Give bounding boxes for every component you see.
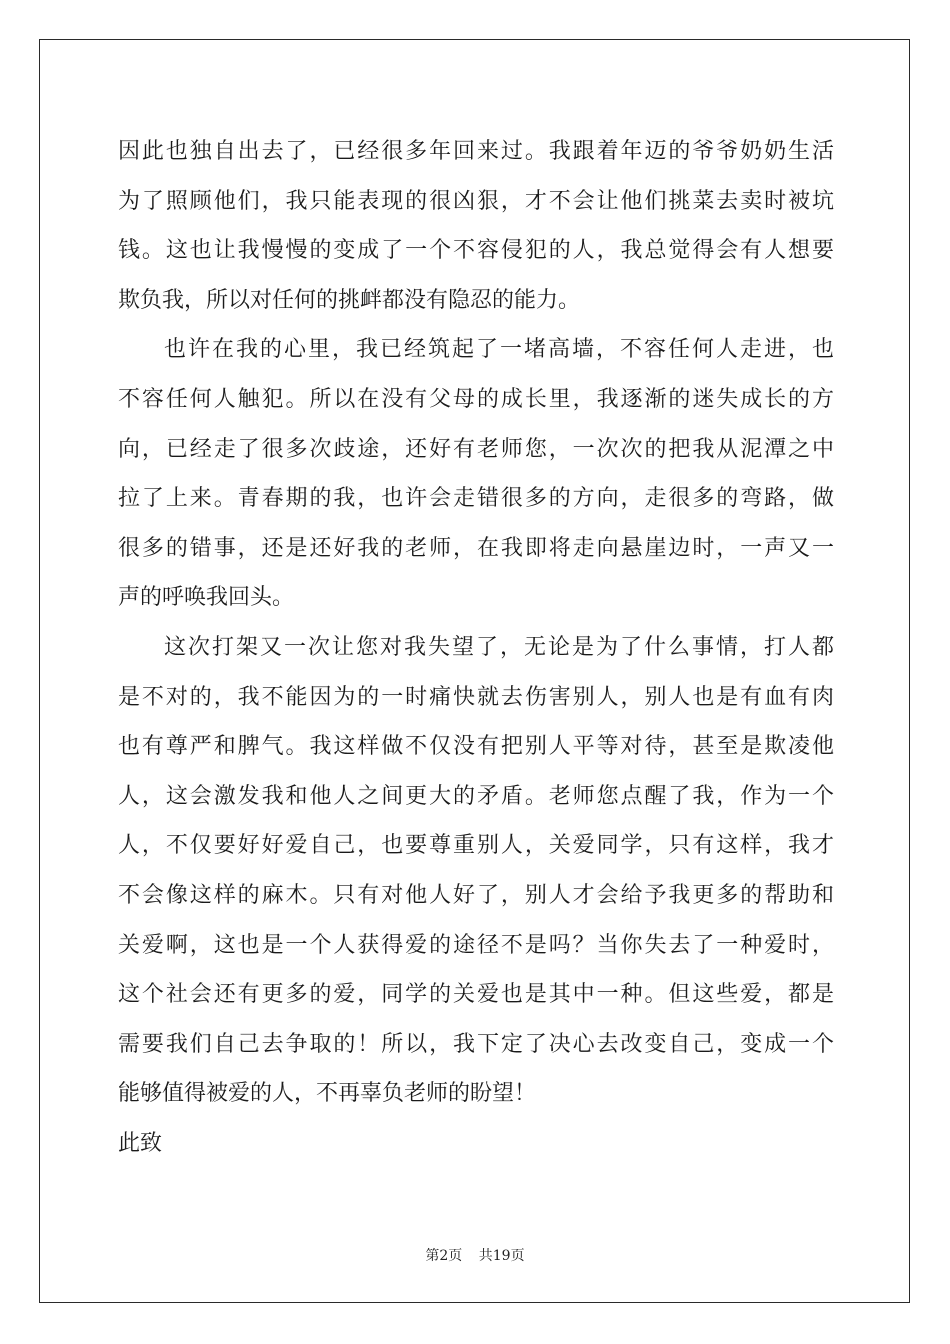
text-line: 不容任何人触犯。所以在没有父母的成长里，我逐渐的迷失成长的方 <box>118 386 834 412</box>
text-line: 因此也独自出去了，已经很多年回来过。我跟着年迈的爷爷奶奶生活 <box>118 139 834 164</box>
text-line: 向，已经走了很多次歧途，还好有老师您，一次次的把我从泥潭之中 <box>118 436 834 462</box>
text-line: 能够值得被爱的人，不再辜负老师的盼望！ <box>118 1081 537 1107</box>
page-footer <box>0 1245 950 1265</box>
text-line: 这次打架又一次让您对我失望了，无论是为了什么事情，打人都 <box>164 634 834 660</box>
text-line: 拉了上来。青春期的我，也许会走错很多的方向，走很多的弯路，做 <box>118 486 834 512</box>
text-line: 是不对的，我不能因为的一时痛快就去伤害别人，别人也是有血有肉 <box>118 684 834 710</box>
text-line: 钱。这也让我慢慢的变成了一个不容侵犯的人，我总觉得会有人想要 <box>118 238 834 264</box>
text-line: 也许在我的心里，我已经筑起了一堵高墙，不容任何人走进，也 <box>164 337 834 363</box>
text-line: 需要我们自己去争取的！所以，我下定了决心去改变自己，变成一个 <box>118 1031 834 1057</box>
page-total: 共19页 <box>478 1248 525 1264</box>
text-line: 声的呼唤我回头。 <box>118 585 295 611</box>
document-body <box>118 127 834 1168</box>
text-line: 人，不仅要好好爱自己，也要尊重别人，关爱同学，只有这样，我才 <box>118 833 834 859</box>
text-line: 为了照顾他们，我只能表现的很凶狠，才不会让他们挑菜去卖时被坑 <box>118 188 834 214</box>
closing-salutation: 此致 <box>118 1130 163 1156</box>
text-line: 人，这会激发我和他人之间更大的矛盾。老师您点醒了我，作为一个 <box>118 783 834 809</box>
text-line: 很多的错事，还是还好我的老师，在我即将走向悬崖边时，一声又一 <box>118 535 834 561</box>
text-line: 这个社会还有更多的爱，同学的关爱也是其中一种。但这些爱，都是 <box>118 982 834 1008</box>
text-line: 欺负我，所以对任何的挑衅都没有隐忍的能力。 <box>118 287 581 313</box>
text-line: 关爱啊，这也是一个人获得爱的途径不是吗？当你失去了一种爱时， <box>118 932 834 958</box>
text-line: 不会像这样的麻木。只有对他人好了，别人才会给予我更多的帮助和 <box>118 882 834 908</box>
page-number: 第2页 <box>425 1248 463 1264</box>
text-line: 也有尊严和脾气。我这样做不仅没有把别人平等对待，甚至是欺凌他 <box>118 734 834 760</box>
